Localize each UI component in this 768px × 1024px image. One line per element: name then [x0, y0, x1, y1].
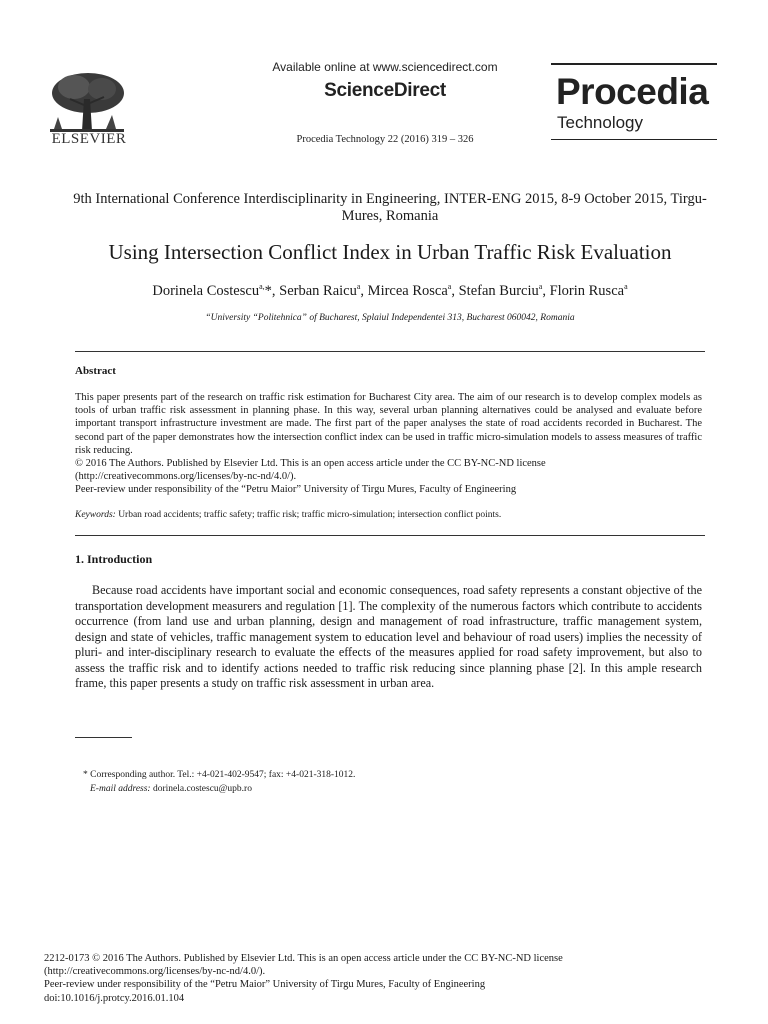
keywords	[75, 510, 702, 520]
author-sep: ,	[451, 282, 459, 299]
footnote-rule	[75, 737, 132, 738]
author-sup: a	[624, 282, 628, 291]
author-sup: a	[538, 282, 543, 291]
abstract-heading: Abstract	[75, 365, 116, 377]
sciencedirect-logo: ScienceDirect	[324, 80, 446, 101]
author-list	[40, 282, 740, 300]
email-label: E-mail address:	[90, 784, 151, 794]
journal-reference: Procedia Technology 22 (2016) 319 – 326	[296, 134, 474, 145]
email-note	[90, 784, 252, 794]
journal-logo-subtitle: Technology	[557, 113, 644, 132]
doi-line[interactable]: doi:10.1016/j.protcy.2016.01.104	[44, 992, 185, 1004]
journal-logo-bottom-rule	[551, 139, 717, 140]
author-sep: *,	[264, 282, 280, 299]
bottom-line: 2212-0173 © 2016 The Authors. Published by Elsevier Ltd. This is an open access article under the CC BY-NC-ND license	[44, 953, 563, 964]
bottom-copyright-block	[44, 952, 684, 1005]
author-name: Stefan Burciu	[458, 282, 539, 299]
abstract-body	[75, 391, 702, 497]
bottom-line: Peer-review under responsibility of the “Petru Maior” University of Tirgu Mures, Faculty of Engineering	[44, 979, 486, 991]
abstract-paragraph: This paper presents part of the research on traffic risk estimation for Bucharest City area. The aim of our research is to develop complex models as tools of urban traffic risk assessment in planning phase. In this way, several urban planning alternatives could be analysed and evaluate before important transport infrastructure investment are made. The first part of the paper analyses the state of road accidents recorded in Bucharest. The second part of the paper demonstrates how the intersection conflict index can be used in traffic micro-simulation models to assess measures of traffic risk reducing.	[75, 392, 702, 456]
copyright-line: © 2016 The Authors. Published by Elsevier Ltd. This is an open access article under the CC BY-NC-ND license	[75, 458, 546, 470]
email-address[interactable]: dorinela.costescu@upb.ro	[150, 784, 252, 794]
abstract-bottom-rule	[75, 535, 705, 536]
abstract-top-rule	[75, 351, 705, 352]
author-sep: ,	[542, 282, 550, 299]
license-link[interactable]: (http://creativecommons.org/licenses/by-nc-nd/4.0/).	[75, 471, 297, 483]
keywords-text: Urban road accidents; traffic safety; traffic risk; traffic micro-simulation; intersection conflict points.	[115, 510, 502, 520]
journal-logo-top-rule	[551, 63, 717, 65]
author-sup: a,	[259, 282, 265, 291]
available-online-text: Available online at www.sciencedirect.com	[272, 60, 498, 74]
journal-logo-name: Procedia	[556, 71, 709, 112]
author-sup: a	[356, 282, 361, 291]
corresponding-author-note: * Corresponding author. Tel.: +4-021-402-9547; fax: +4-021-318-1012.	[83, 770, 356, 780]
author-sep: ,	[360, 282, 368, 299]
section-heading: 1. Introduction	[75, 552, 153, 566]
affiliation: “University “Politehnica” of Bucharest, Splaiul Independentei 313, Bucharest 060042, Romania	[205, 313, 575, 323]
bottom-license-link[interactable]: (http://creativecommons.org/licenses/by-nc-nd/4.0/).	[44, 966, 266, 978]
publisher-name: ELSEVIER	[51, 131, 127, 147]
peer-review-line: Peer-review under responsibility of the “Petru Maior” University of Tirgu Mures, Faculty of Engineering	[75, 484, 517, 496]
introduction-paragraph: Because road accidents have important social and economic consequences, road safety represents a constant objective of the transportation development measurers and regulation [1]. The complexity of the numerous factors which contribute to accidents occurrence (from land use and urban planning, design and management of road infrastructure, traffic management system, design and state of vehicles, traffic management system to education level and behaviour of road users) implies the necessity of pluri- and inter-disciplinary research to evaluate the effects of the measures applied for road safety improvement, but also to assess the traffic risk and to identify actions needed to traffic risk reducing since planning phase [2]. In this ample research frame, this paper presents a study on traffic risk assessment in urban area.	[75, 583, 702, 690]
author-name: Florin Rusca	[549, 282, 625, 299]
keywords-label: Keywords:	[75, 510, 116, 520]
paper-title: Using Intersection Conflict Index in Urban Traffic Risk Evaluation	[108, 240, 672, 264]
author-sup: a	[447, 282, 452, 291]
conference-line: 9th International Conference Interdisciplinarity in Engineering, INTER-ENG 2015, 8-9 October 2015, Tirgu-Mures, Romania	[73, 191, 707, 224]
author-name: Mircea Rosca	[367, 282, 448, 299]
author-name: Dorinela Costescu	[152, 282, 260, 299]
author-name: Serban Raicu	[279, 282, 357, 299]
